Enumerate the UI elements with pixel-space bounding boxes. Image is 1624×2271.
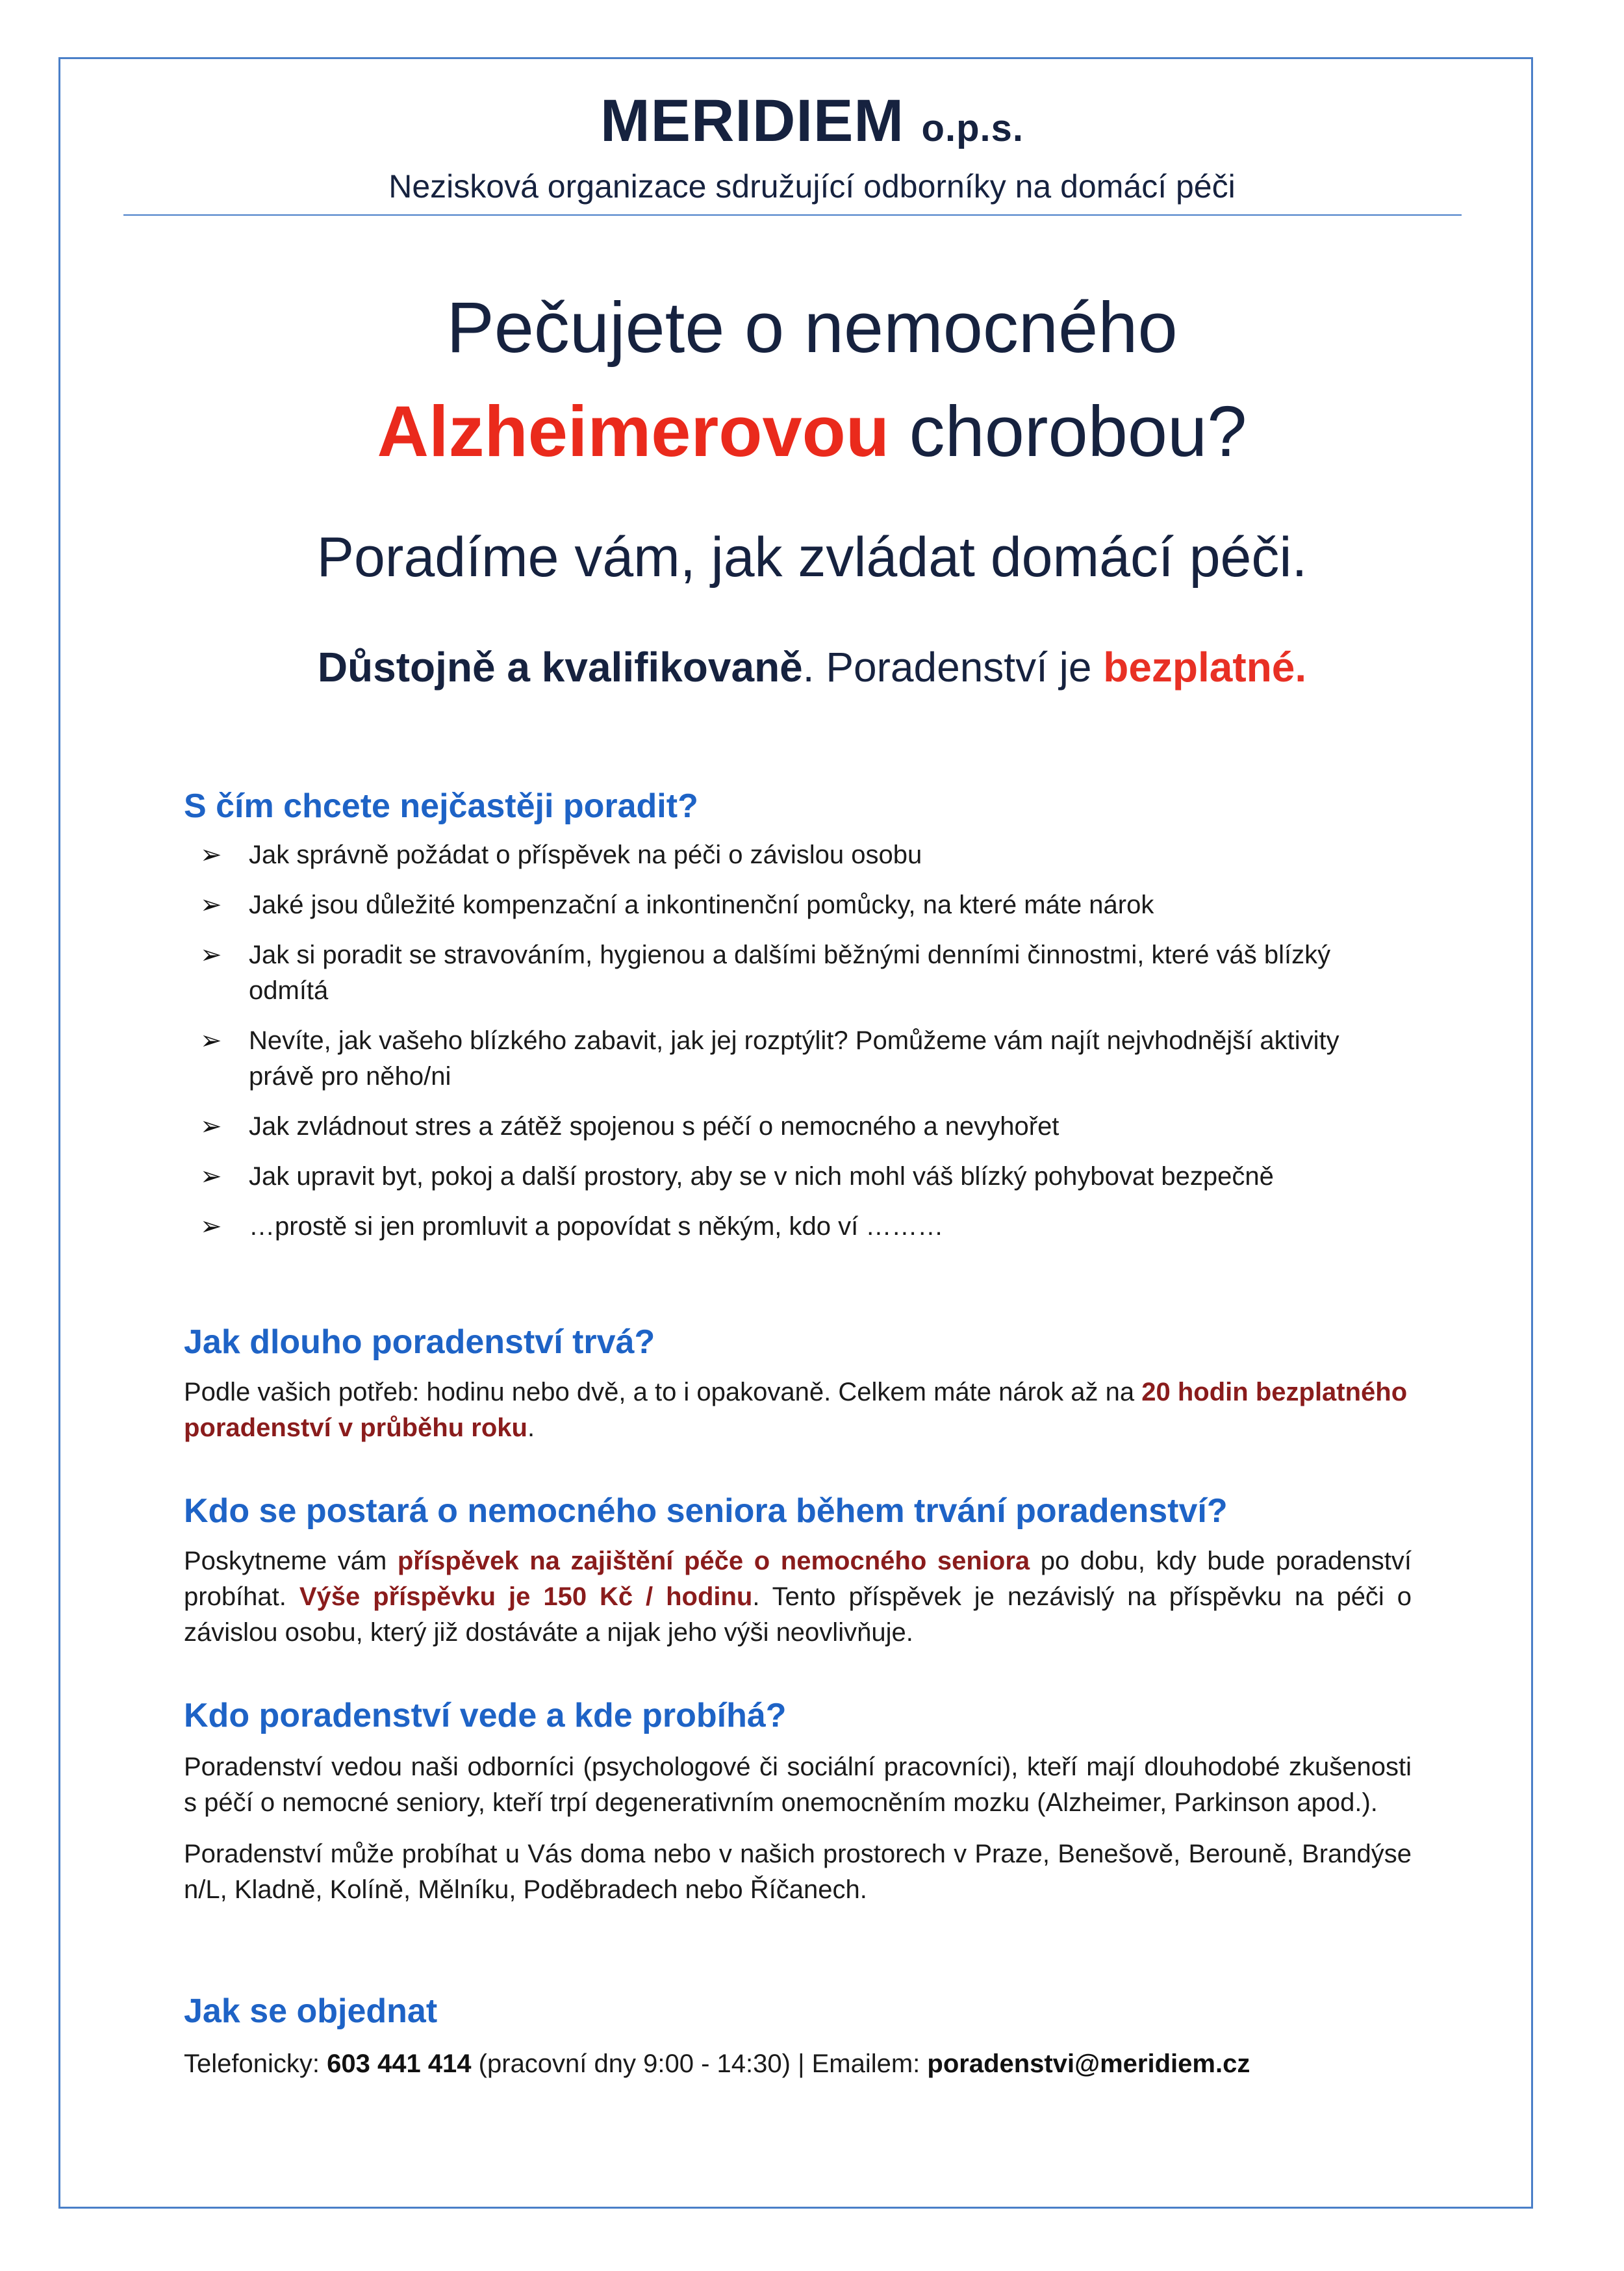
arrow-bullet-icon: ➢ bbox=[200, 1026, 222, 1055]
organization-legal-form: o.p.s. bbox=[921, 107, 1024, 149]
section-duration-text: Podle vašich potřeb: hodinu nebo dvě, a to i opakovaně. Celkem máte nárok až na 20 hodin bezplatného poradenství v průběhu roku. bbox=[184, 1378, 1408, 1442]
list-item: ➢ Jak správně požádat o příspěvek na péči o závislou osobu bbox=[184, 837, 1412, 873]
section-topics bbox=[184, 789, 1412, 1245]
section-contact-heading: Jak se objednat bbox=[184, 1992, 438, 2030]
section-care-allowance bbox=[184, 1494, 1412, 1651]
section-topics-heading: S čím chcete nejčastěji poradit? bbox=[184, 787, 698, 825]
section-duration bbox=[184, 1325, 1412, 1446]
topics-list bbox=[184, 837, 1412, 1245]
organization-name-main: MERIDIEM bbox=[600, 88, 904, 154]
hero-line-4-bold: Důstojně a kvalifikovaně bbox=[317, 644, 803, 691]
organization-name bbox=[0, 88, 1624, 154]
list-item: ➢ Jak zvládnout stres a zátěž spojenou s péčí o nemocného a nevyhořet bbox=[184, 1109, 1412, 1145]
free-hours-highlight: 20 hodin bezplatného poradenství v průběhu roku bbox=[184, 1378, 1408, 1442]
letterhead bbox=[0, 88, 1624, 205]
hero-line-3: Poradíme vám, jak zvládat domácí péči. bbox=[316, 526, 1308, 589]
hero-line-4-mid: . Poradenství je bbox=[802, 644, 1104, 691]
list-item: ➢ Jak si poradit se stravováním, hygienou a dalšími běžnými denními činnostmi, které váš blízký odmítá bbox=[184, 937, 1412, 1009]
section-who-where bbox=[184, 1699, 1412, 1908]
arrow-bullet-icon: ➢ bbox=[200, 1212, 222, 1241]
arrow-bullet-icon: ➢ bbox=[200, 891, 222, 919]
section-who-where-para-1: Poradenství vedou naši odborníci (psychologové či sociální pracovníci), kteří mají dlouhodobé zkušenosti s péčí o nemocné seniory, kteří trpí degenerativním onemocněním mozku (Alzheimer, Parkinson apod.). bbox=[184, 1753, 1412, 1817]
arrow-bullet-icon: ➢ bbox=[200, 1162, 222, 1191]
arrow-bullet-icon: ➢ bbox=[200, 1112, 222, 1141]
section-care-allowance-heading: Kdo se postará o nemocného seniora během trvání poradenství? bbox=[184, 1492, 1228, 1530]
contact-line: Telefonicky: 603 441 414 (pracovní dny 9:00 - 14:30) | Emailem: poradenstvi@meridiem.cz bbox=[184, 2049, 1250, 2078]
section-who-where-heading: Kdo poradenství vede a kde probíhá? bbox=[184, 1697, 787, 1734]
section-duration-heading: Jak dlouho poradenství trvá? bbox=[184, 1323, 655, 1361]
list-item: ➢ Jaké jsou důležité kompenzační a inkontinenční pomůcky, na které máte nárok bbox=[184, 887, 1412, 923]
hero-line-2-rest: chorobou? bbox=[889, 392, 1247, 472]
header-divider bbox=[123, 214, 1462, 216]
list-item: ➢ Nevíte, jak vašeho blízkého zabavit, jak jej rozptýlit? Pomůžeme vám najít nejvhodnější aktivity právě pro něho/ni bbox=[184, 1023, 1412, 1095]
allowance-highlight: příspěvek na zajištění péče o nemocného seniora bbox=[397, 1547, 1030, 1575]
allowance-amount-highlight: Výše příspěvku je 150 Kč / hodinu bbox=[299, 1582, 753, 1611]
organization-subtitle: Nezisková organizace sdružující odborníky na domácí péči bbox=[388, 168, 1236, 205]
hero-line-2 bbox=[0, 392, 1624, 472]
list-item: ➢ Jak upravit byt, pokoj a další prostory, aby se v nich mohl váš blízký pohybovat bezpečně bbox=[184, 1159, 1412, 1195]
hero-free-label: bezplatné bbox=[1103, 644, 1295, 691]
hero-highlight: Alzheimerovou bbox=[377, 392, 890, 472]
section-who-where-para-2: Poradenství může probíhat u Vás doma nebo v našich prostorech v Praze, Benešově, Berouně, Brandýse n/L, Kladně, Kolíně, Mělníku, Poděbradech nebo Říčanech. bbox=[184, 1840, 1412, 1904]
hero-line-1: Pečujete o nemocného bbox=[446, 288, 1178, 368]
hero-line-4-end: . bbox=[1295, 644, 1307, 691]
section-contact bbox=[184, 1994, 1412, 2082]
list-item: ➢ …prostě si jen promluvit a popovídat s někým, kdo ví ……… bbox=[184, 1209, 1412, 1245]
arrow-bullet-icon: ➢ bbox=[200, 841, 222, 869]
section-care-allowance-text: Poskytneme vám příspěvek na zajištění péče o nemocného seniora po dobu, kdy bude poradenství probíhat. Výše příspěvku je 150 Kč / hodinu. Tento příspěvek je nezávislý na příspěvku na péči o závislou osobu, který již dostáváte a nijak jeho výši neovlivňuje. bbox=[184, 1547, 1412, 1647]
arrow-bullet-icon: ➢ bbox=[200, 941, 222, 969]
phone-number: 603 441 414 bbox=[327, 2049, 472, 2078]
hero-line-4 bbox=[0, 644, 1624, 691]
email-address: poradenstvi@meridiem.cz bbox=[927, 2049, 1250, 2078]
